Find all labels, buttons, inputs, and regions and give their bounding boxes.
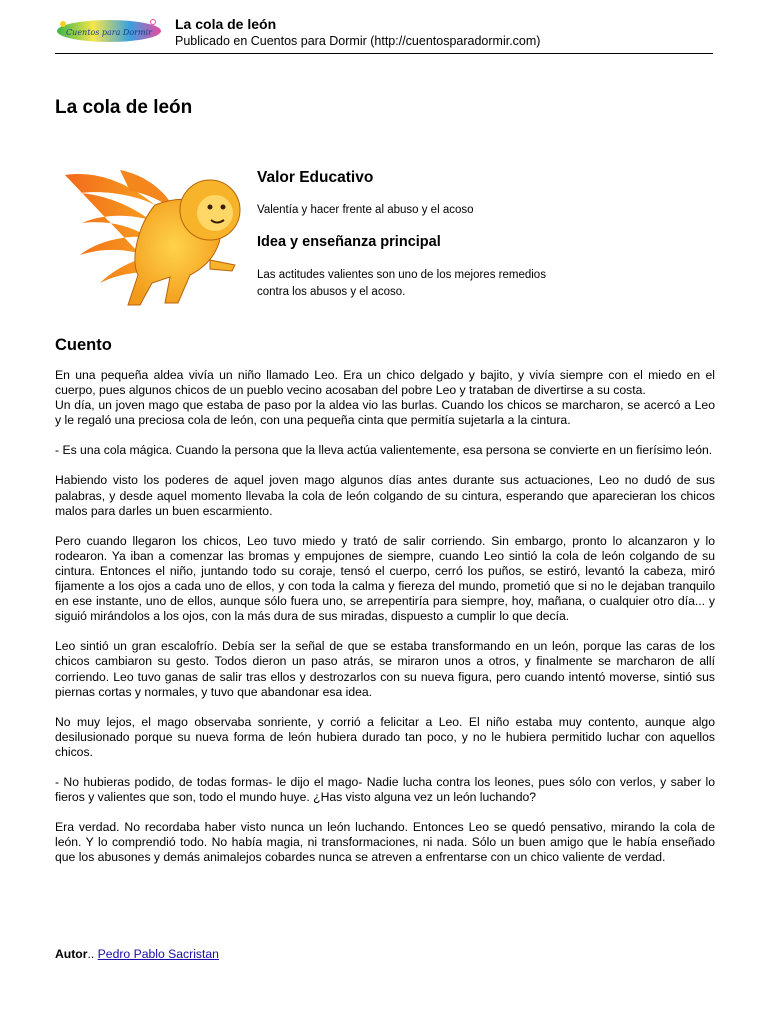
story-paragraph: - Es una cola mágica. Cuando la persona que la lleva actúa valientemente, esa persona se convierte en un fierísimo león. [55,443,713,458]
cuento-heading: Cuento [55,336,112,354]
logo-text: Cuentos para Dormir [66,28,152,37]
author-line [55,947,219,961]
story-paragraph: Pero cuando llegaron los chicos, Leo tuvo miedo y trató de salir corriendo. Sin embargo, pronto lo alcanzaron y lo rodearon. Ya iban a comenzar las bromas y empujones de siempre, cuando Leo sintió la cola de león colgando de su cintura. Entonces el niño, juntando todo su coraje, tensó el cuerpo, cerró los puños, se estiró, levantó la cabeza, miró fijamente a los ojos a cada uno de ellos, y con toda la calma y fiereza del mundo, prometió que si no le dejaban tranquilo en ese instante, uno de ellos, aunque sólo fuera uno, se arrepentiría para siempre, hoy, mañana, o cualquier otro día... y siguió mirándolos a los ojos, con la más dura de sus miradas, dispuesto a cumplir lo que decía. [55,533,715,624]
idea-text: Las actitudes valientes son uno de los mejores remedios contra los abusos y el acoso. [257,269,546,298]
story-body [55,368,715,880]
cuentos-para-dormir-logo [55,16,163,44]
header-divider [55,53,713,54]
author-link[interactable]: Pedro Pablo Sacristan [97,947,219,961]
story-paragraph: No muy lejos, el mago observaba sonriente, y corrió a felicitar a Leo. El niño estaba muy contento, aunque algo desilusionado porque su nueva forma de león hubiera durado tan poco, y no le hubiera permitido luchar con aquellos chicos. [55,714,715,759]
story-paragraph: Habiendo visto los poderes de aquel joven mago algunos días antes durante sus actuaciones, Leo no dudó de sus palabras, y desde aquel momento llevaba la cola de león colgando de su cintura, esperando que aparecieran los chicos malos para darles un buen escarmiento. [55,473,715,518]
story-paragraph: En una pequeña aldea vivía un niño llamado Leo. Era un chico delgado y bajito, y vivía siempre con el miedo en el cuerpo, pues algunos chicos de un pueblo vecino acosaban del pobre Leo y trataban de divertirse a su costa. Un día, un joven mago que estaba de paso por la aldea vio las burlas. Cuando los chicos se marcharon, se acercó a Leo y le regaló una preciosa cola de león, con una pequeña cinta que permitía sujetarla a la cintura. [55,368,715,428]
idea-heading: Idea y enseñanza principal [257,234,441,250]
story-paragraph: Era verdad. No recordaba haber visto nunca un león luchando. Entonces Leo se quedó pensativo, mirando la cola de león. Y lo comprendió todo. No había magia, ni transformaciones, ni nada. Sólo un buen amigo que le había enseñado que los abusones y demás animalejos cobardes nunca se atreven a enfrentarse con un chico valiente de verdad. [55,820,715,865]
author-separator: .. [87,947,95,961]
valor-educativo-heading: Valor Educativo [257,169,374,186]
valor-educativo-text: Valentía y hacer frente al abuso y el acoso [257,204,474,216]
author-label: Autor [55,947,88,961]
story-paragraph: - No hubieras podido, de todas formas- le dijo el mago- Nadie lucha contra los leones, pues sólo con verlos, y saber lo fieros y valientes que son, todo el mundo huye. ¿Has visto alguna vez un león luchando? [55,774,715,805]
page-header [55,12,713,54]
flaming-lion-illustration [60,165,245,310]
header-published: Publicado en Cuentos para Dormir (http://cuentosparadormir.com) [175,34,541,48]
header-title: La cola de león [175,16,277,32]
story-paragraph: Leo sintió un gran escalofrío. Debía ser la señal de que se estaba transformando en un león, porque las caras de los chicos cambiaron su gesto. Todos dieron un paso atrás, se miraron unos a otros, y finalmente se marcharon de allí corriendo. Leo tuvo ganas de salir tras ellos y destrozarlos con su nueva figura, pero cuando intentó moverse, sintió sus piernas cortas y normales, y tuvo que abandonar esa idea. [55,639,715,699]
page-title: La cola de león [55,97,193,118]
